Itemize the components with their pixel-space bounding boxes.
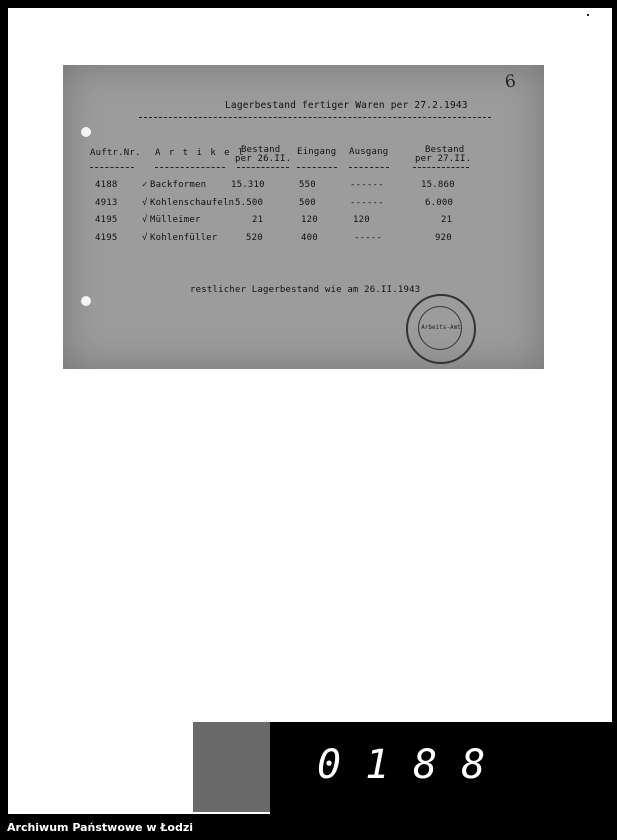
cell-eingang: 120	[301, 215, 318, 225]
cell-bestand-old: 520	[246, 233, 263, 243]
header-bestand-old: Bestand	[241, 145, 281, 155]
cell-ausgang: ------	[350, 180, 384, 190]
cell-bestand-old: 5.500	[235, 198, 264, 208]
header-rule	[297, 167, 337, 168]
card-title: Lagerbestand fertiger Waren per 27.2.1943	[225, 100, 468, 111]
cell-nr: 4913	[95, 198, 118, 208]
header-rule	[90, 167, 134, 168]
header-rule	[349, 167, 389, 168]
header-rule	[237, 167, 289, 168]
check-mark: ✓	[142, 180, 148, 190]
stamp-text: Arbeits-Amt	[421, 324, 461, 331]
cell-nr: 4195	[95, 233, 118, 243]
cell-bestand-new: 920	[435, 233, 452, 243]
handwritten-page-number: 6	[503, 71, 518, 93]
cell-bestand-old: 15.310	[231, 180, 265, 190]
cell-bestand-old: 21	[252, 215, 264, 225]
check-mark: √	[142, 215, 148, 225]
header-auftr-nr: Auftr.Nr.	[90, 148, 141, 158]
cell-artikel: Mülleimer	[150, 215, 201, 225]
header-ausgang: Ausgang	[349, 147, 389, 157]
punch-hole	[81, 296, 91, 306]
archive-footer	[0, 814, 617, 840]
header-bestand-new-sub: per 27.II.	[415, 154, 472, 164]
cell-bestand-new: 6.000	[425, 198, 454, 208]
check-mark: √	[142, 198, 148, 208]
header-rule	[413, 167, 469, 168]
cell-ausgang: ------	[350, 198, 384, 208]
cell-eingang: 400	[301, 233, 318, 243]
cell-artikel: Kohlenschaufeln	[150, 198, 235, 208]
header-bestand-old-sub: per 26.II.	[235, 154, 292, 164]
cell-artikel: Backformen	[150, 180, 207, 190]
cell-artikel: Kohlenfüller	[150, 233, 218, 243]
title-underline	[139, 117, 491, 118]
punch-hole	[81, 127, 91, 137]
office-stamp	[406, 294, 476, 364]
cell-nr: 4188	[95, 180, 118, 190]
footer-note: restlicher Lagerbestand wie am 26.II.1943	[190, 285, 421, 295]
frame-counter: 0188	[317, 742, 510, 788]
header-artikel: A r t i k e l	[155, 148, 245, 158]
speck	[587, 14, 589, 16]
header-eingang: Eingang	[297, 147, 337, 157]
cell-ausgang: 120	[353, 215, 370, 225]
cell-nr: 4195	[95, 215, 118, 225]
cell-eingang: 550	[299, 180, 316, 190]
header-bestand-new: Bestand	[425, 145, 465, 155]
cell-ausgang: -----	[354, 233, 383, 243]
check-mark: √	[142, 233, 148, 243]
cell-bestand-new: 15.860	[421, 180, 455, 190]
header-rule	[155, 167, 225, 168]
archive-label: Archiwum Państwowe w Łodzi	[7, 821, 194, 834]
cell-bestand-new: 21	[441, 215, 453, 225]
cell-eingang: 500	[299, 198, 316, 208]
